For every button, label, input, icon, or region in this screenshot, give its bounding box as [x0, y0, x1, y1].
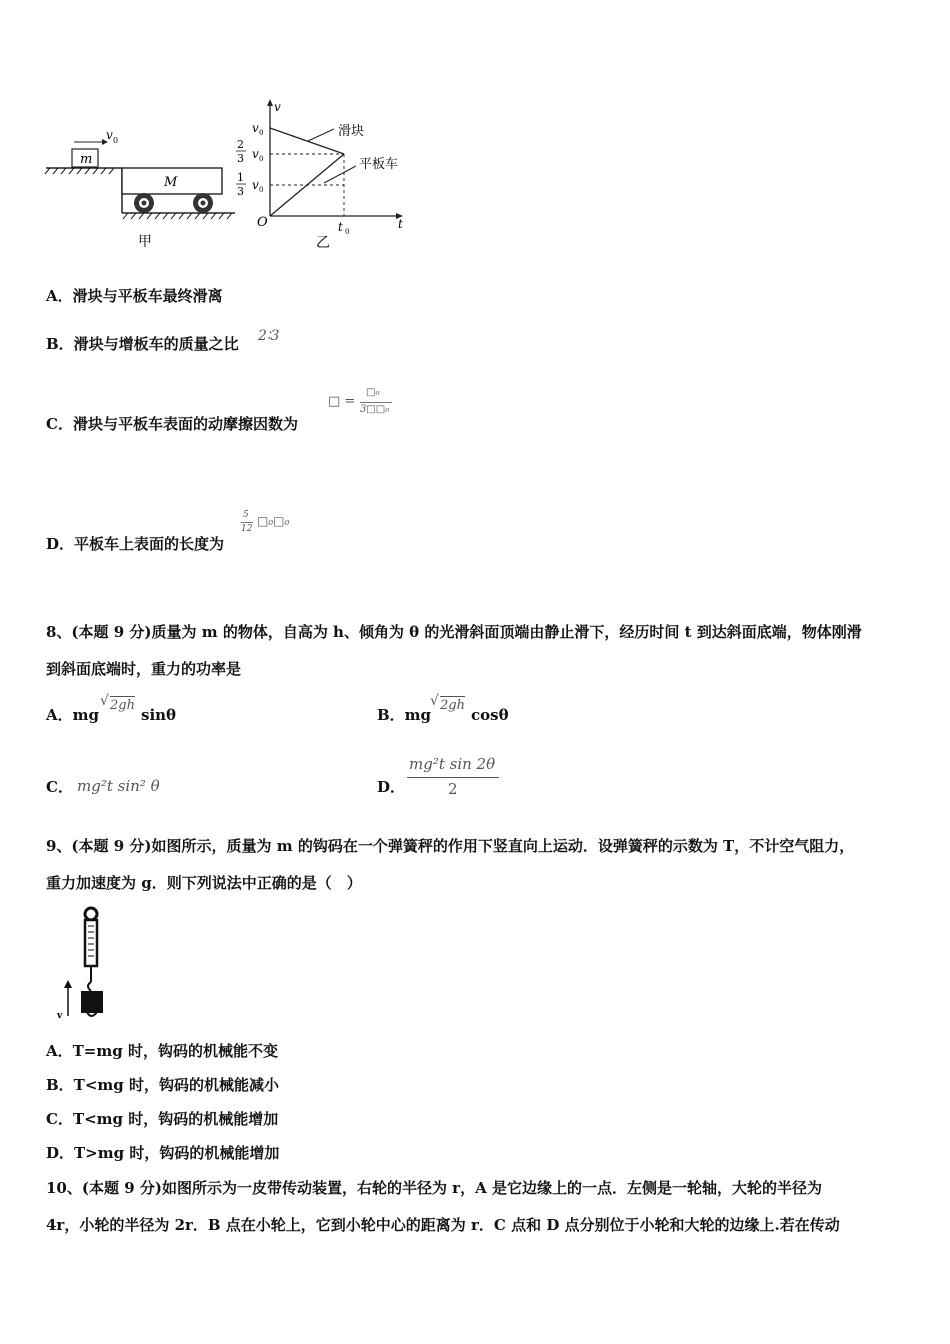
cart-M-label: M — [164, 175, 178, 190]
caption-yi: 乙 — [316, 235, 330, 251]
axis-t-label: t — [398, 217, 403, 231]
q10-stem-line2: 4r，小轮的半径为 2r．B 点在小轮上，它到小轮中心的距离为 r．C 点和 D 点分别位于小轮和大轮的边缘上.若在传动 — [46, 1216, 840, 1234]
svg-text:0: 0 — [259, 129, 264, 137]
hook-weight — [81, 991, 103, 1013]
label-slider: 滑块 — [338, 124, 365, 139]
q8-option-d-label: D． — [377, 778, 406, 796]
q7-option-c-math-lhs: □ = — [328, 394, 356, 409]
q8-option-b-sqrt: 2gh — [440, 698, 465, 713]
q8-option-a-label: A．mg — [46, 706, 99, 724]
q8-option-a-tail: sinθ — [141, 706, 177, 724]
svg-text:1: 1 — [237, 171, 244, 184]
figure-cart-block — [40, 95, 250, 255]
q7-option-b-math: 2∶3 — [258, 328, 280, 344]
q10-stem-line1: 10、(本题 9 分)如图所示为一皮带传动装置，右轮的半径为 r，A 是它边缘上的一点．左侧是一轮轴，大轮的半径为 — [46, 1179, 822, 1197]
q7-option-d: D．平板车上表面的长度为 — [46, 535, 225, 553]
q8-stem-line2: 到斜面底端时，重力的功率是 — [46, 660, 242, 678]
sqrt-icon: √ — [100, 693, 109, 709]
svg-text:v: v — [252, 147, 259, 161]
q7-option-c-math-den: 3□□₀ — [360, 404, 390, 415]
q9-option-a: A．T=mg 时，钩码的机械能不变 — [46, 1042, 278, 1060]
svg-text:v: v — [252, 178, 259, 192]
label-cart: 平板车 — [359, 157, 399, 172]
t0-label: t — [338, 220, 343, 234]
svg-text:3: 3 — [237, 185, 244, 198]
q9-stem-line2: 重力加速度为 g．则下列说法中正确的是（ ） — [46, 874, 362, 892]
q7-option-c: C．滑块与平板车表面的动摩擦因数为 — [46, 415, 298, 433]
figure-spring-scale — [52, 904, 122, 1028]
q7-option-d-num: 5 — [243, 510, 249, 520]
svg-text:2: 2 — [237, 138, 244, 151]
svg-text:0: 0 — [345, 228, 350, 236]
q9-stem-line1: 9、(本题 9 分)如图所示，质量为 m 的钩码在一个弹簧秤的作用下竖直向上运动．设弹簧秤的示数为 T，不计空气阻力， — [46, 837, 855, 855]
slider-line — [270, 128, 344, 154]
q8-option-c-label: C． — [46, 778, 73, 796]
q7-option-d-math-rest: □₀□₀ — [257, 514, 290, 528]
q8-option-b-tail: cosθ — [471, 706, 509, 724]
svg-text:v: v — [252, 121, 259, 135]
caption-jia: 甲 — [138, 234, 152, 250]
svg-text:0: 0 — [259, 155, 264, 163]
sqrt-icon: √ — [430, 693, 439, 709]
svg-text:0: 0 — [259, 186, 264, 194]
q9-option-d: D．T>mg 时，钩码的机械能增加 — [46, 1144, 280, 1162]
svg-text:v: v — [106, 128, 113, 142]
q8-option-c-math: mg²t sin² θ — [77, 777, 160, 795]
velocity-label: v — [57, 1011, 63, 1021]
figure-vt-graph — [228, 98, 418, 258]
block-m-label: m — [80, 152, 93, 167]
q7-option-a: A．滑块与平板车最终滑离 — [46, 287, 223, 305]
q8-option-a-sqrt: 2gh — [110, 698, 135, 713]
q9-option-b: B．T<mg 时，钩码的机械能减小 — [46, 1076, 279, 1094]
q9-option-c: C．T<mg 时，钩码的机械能增加 — [46, 1110, 279, 1128]
q8-option-d-den: 2 — [448, 780, 458, 798]
q7-option-b: B．滑块与增板车的质量之比 — [46, 335, 239, 353]
q8-stem-line1: 8、(本题 9 分)质量为 m 的物体，自高为 h、倾角为 θ 的光滑斜面顶端由静止滑下，经历时间 t 到达斜面底端，物体刚滑 — [46, 623, 862, 641]
q7-option-c-math-num: □₀ — [366, 387, 380, 398]
q8-option-d-num: mg²t sin 2θ — [409, 755, 496, 773]
axis-v-label: v — [274, 100, 281, 114]
origin-label: O — [257, 215, 268, 230]
svg-text:0: 0 — [113, 136, 119, 145]
q8-option-b-label: B．mg — [377, 706, 432, 724]
q7-option-d-den: 12 — [241, 524, 253, 534]
svg-text:3: 3 — [237, 152, 244, 165]
